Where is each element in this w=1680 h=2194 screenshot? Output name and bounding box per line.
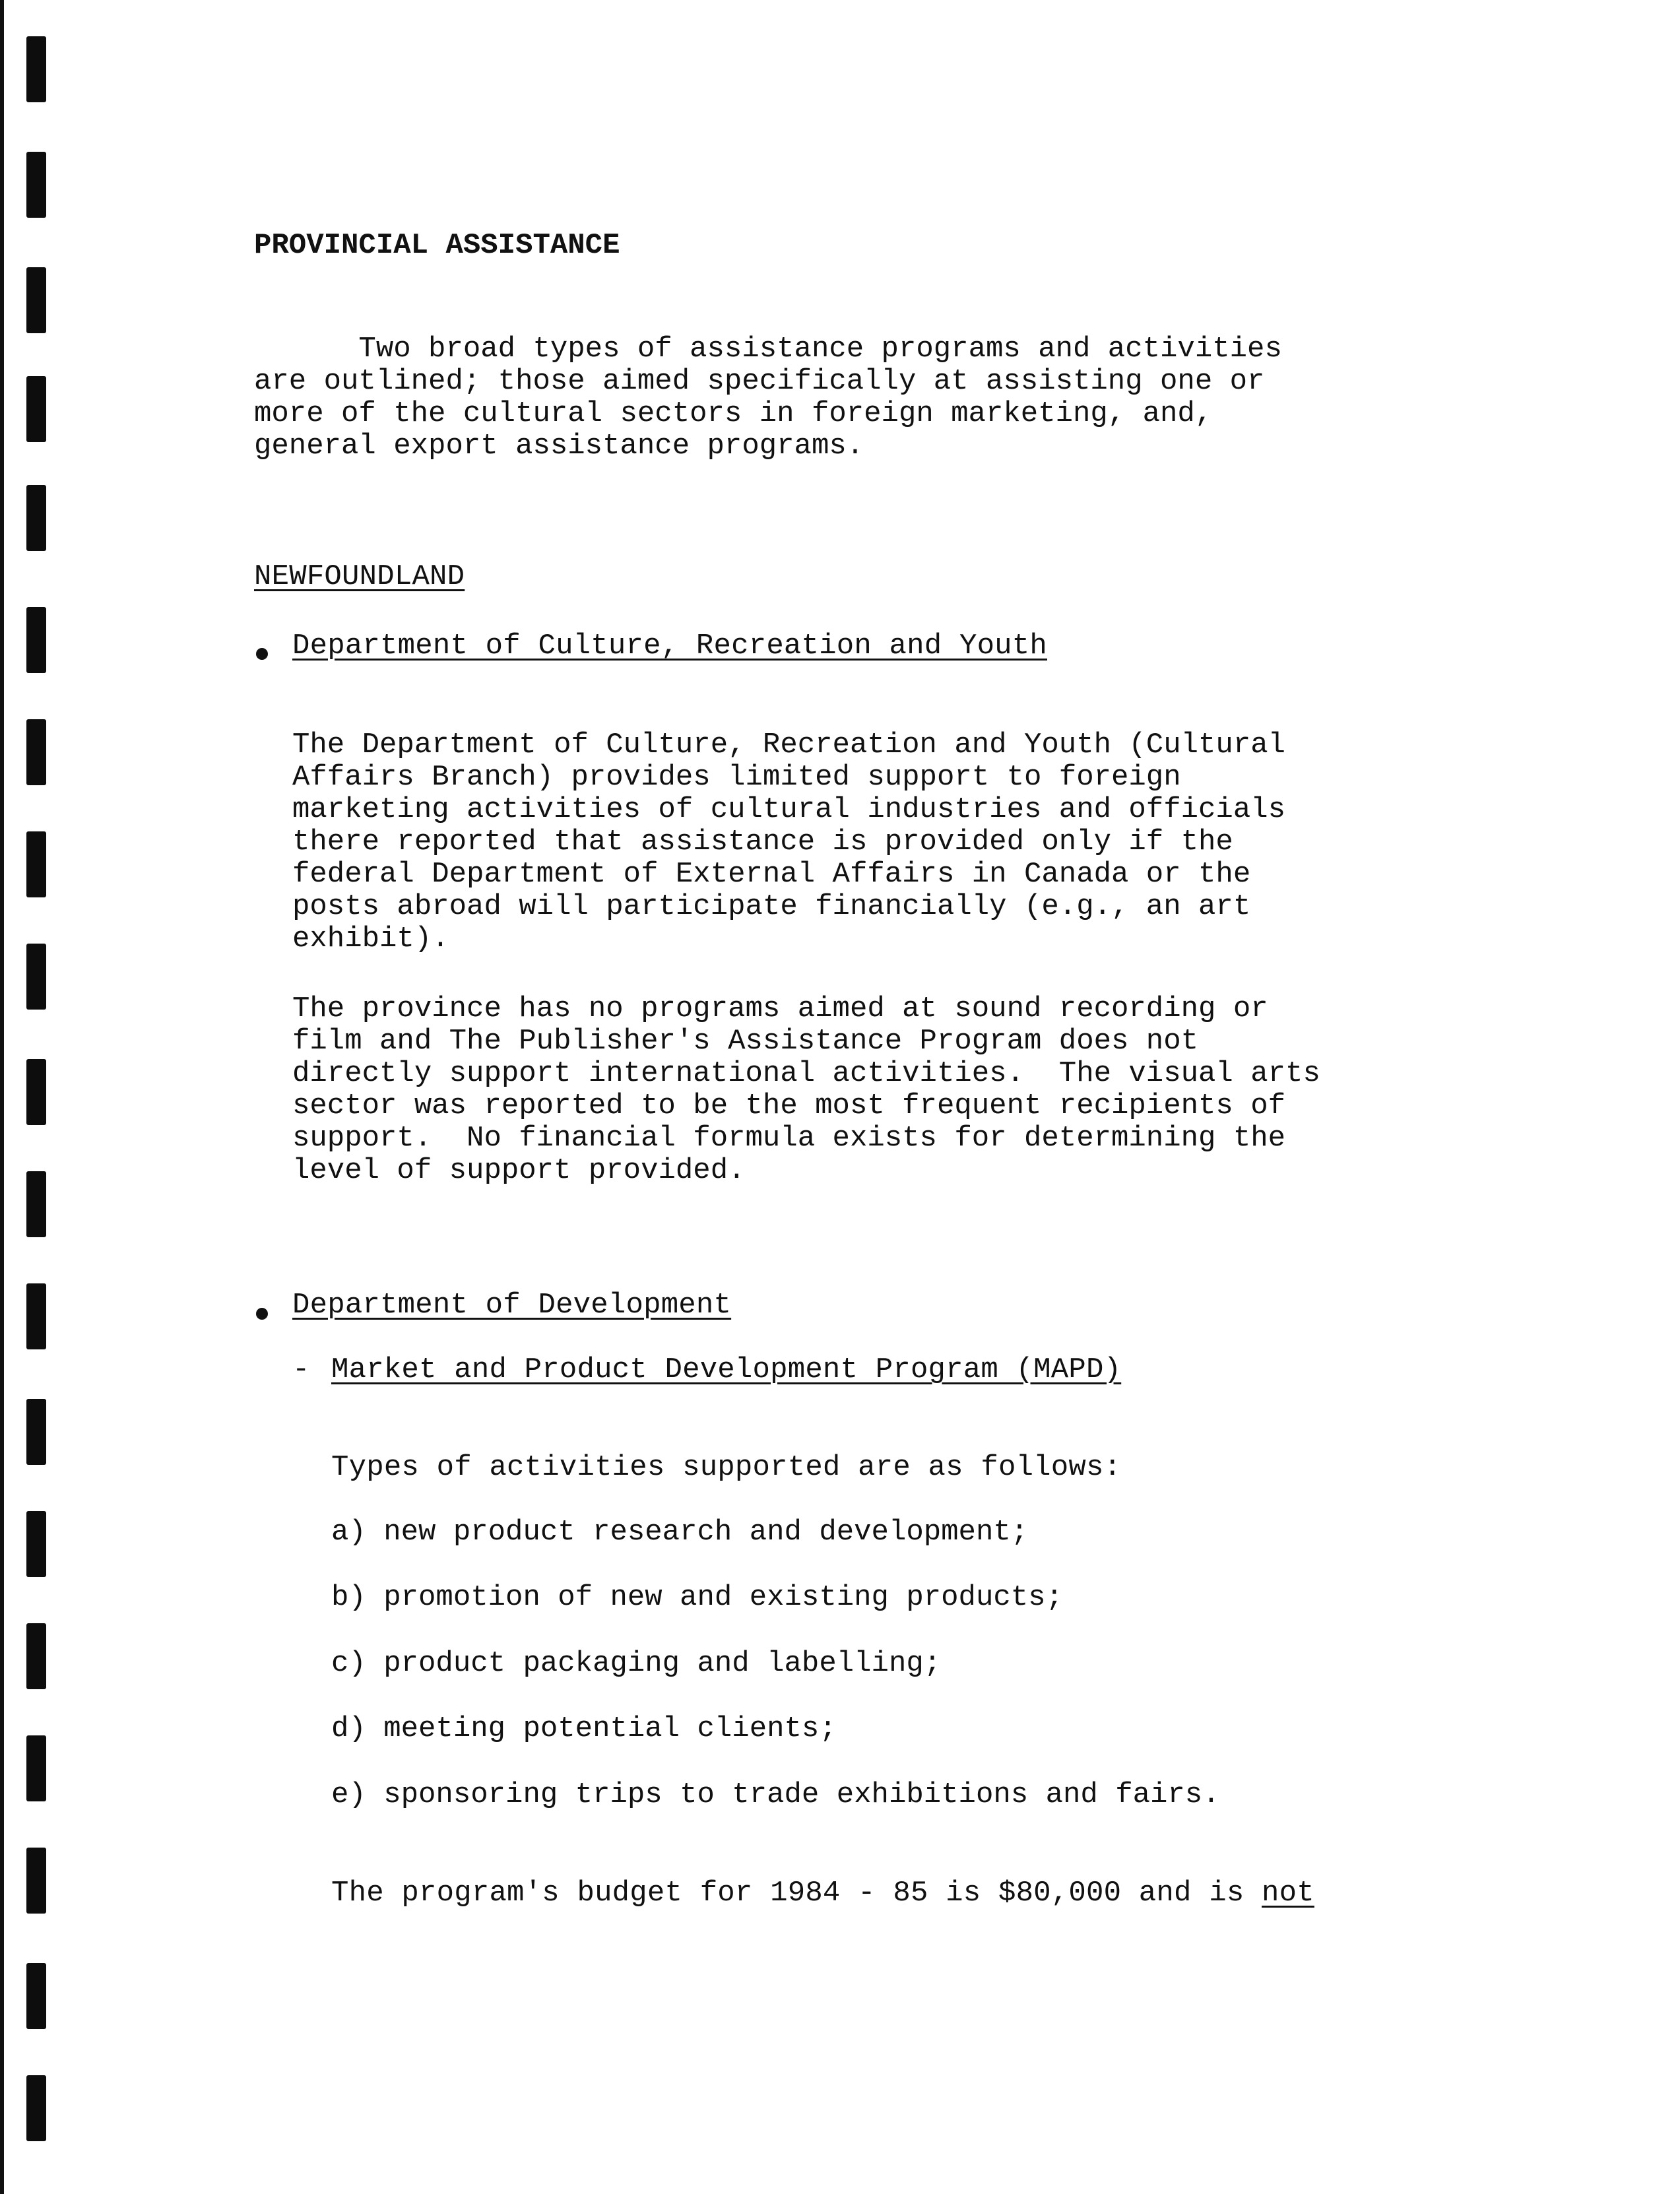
budget-text: The program's budget for 1984 - 85 is $80,000 and is bbox=[331, 1877, 1262, 1910]
paragraph-line: The province has no programs aimed at sound recording or bbox=[292, 992, 1268, 1025]
budget-emphasis: not bbox=[1262, 1877, 1314, 1910]
intro-line: more of the cultural sectors in foreign marketing, and, bbox=[254, 397, 1213, 430]
dept2-title: Department of Development bbox=[292, 1289, 732, 1322]
budget-line bbox=[331, 1877, 1314, 1910]
paragraph-line: federal Department of External Affairs in Canada or the bbox=[292, 858, 1251, 891]
paragraph-line: level of support provided. bbox=[292, 1154, 746, 1187]
paragraph-line: Affairs Branch) provides limited support to foreign bbox=[292, 761, 1181, 794]
program-title: Market and Product Development Program (MAPD) bbox=[331, 1353, 1122, 1386]
dept1-paragraph-1 bbox=[292, 729, 1285, 955]
paragraph-line: marketing activities of cultural industries and officials bbox=[292, 793, 1286, 826]
paragraph-line: posts abroad will participate financially (e.g., an art bbox=[292, 890, 1251, 923]
paragraph-line: The Department of Culture, Recreation and Youth (Cultural bbox=[292, 728, 1286, 761]
list-item: a) new product research and development; bbox=[331, 1516, 1029, 1549]
paragraph-line: sector was reported to be the most frequent recipients of bbox=[292, 1089, 1286, 1122]
paragraph-line: directly support international activities. The visual arts bbox=[292, 1057, 1320, 1090]
intro-line: general export assistance programs. bbox=[254, 430, 864, 463]
dash-marker: - bbox=[292, 1353, 310, 1386]
list-item: c) product packaging and labelling; bbox=[331, 1647, 942, 1680]
intro-paragraph bbox=[254, 333, 1282, 463]
paragraph-line: exhibit). bbox=[292, 922, 449, 955]
paragraph-line: there reported that assistance is provided only if the bbox=[292, 825, 1233, 858]
province-heading: NEWFOUNDLAND bbox=[254, 560, 465, 593]
paragraph-line: film and The Publisher's Assistance Program does not bbox=[292, 1025, 1199, 1058]
intro-line: Two broad types of assistance programs and activities bbox=[254, 333, 1282, 366]
list-item: d) meeting potential clients; bbox=[331, 1712, 837, 1745]
dept1-paragraph-2 bbox=[292, 993, 1320, 1187]
page-title: PROVINCIAL ASSISTANCE bbox=[254, 229, 620, 262]
intro-line: are outlined; those aimed specifically at assisting one or bbox=[254, 365, 1265, 398]
types-intro: Types of activities supported are as follows: bbox=[331, 1451, 1122, 1484]
bullet-icon bbox=[256, 1308, 268, 1320]
list-item: e) sponsoring trips to trade exhibitions and fairs. bbox=[331, 1778, 1220, 1811]
list-item: b) promotion of new and existing products; bbox=[331, 1581, 1063, 1614]
dept1-title: Department of Culture, Recreation and Youth bbox=[292, 629, 1047, 662]
bullet-icon bbox=[256, 648, 268, 660]
paragraph-line: support. No financial formula exists for determining the bbox=[292, 1122, 1286, 1155]
